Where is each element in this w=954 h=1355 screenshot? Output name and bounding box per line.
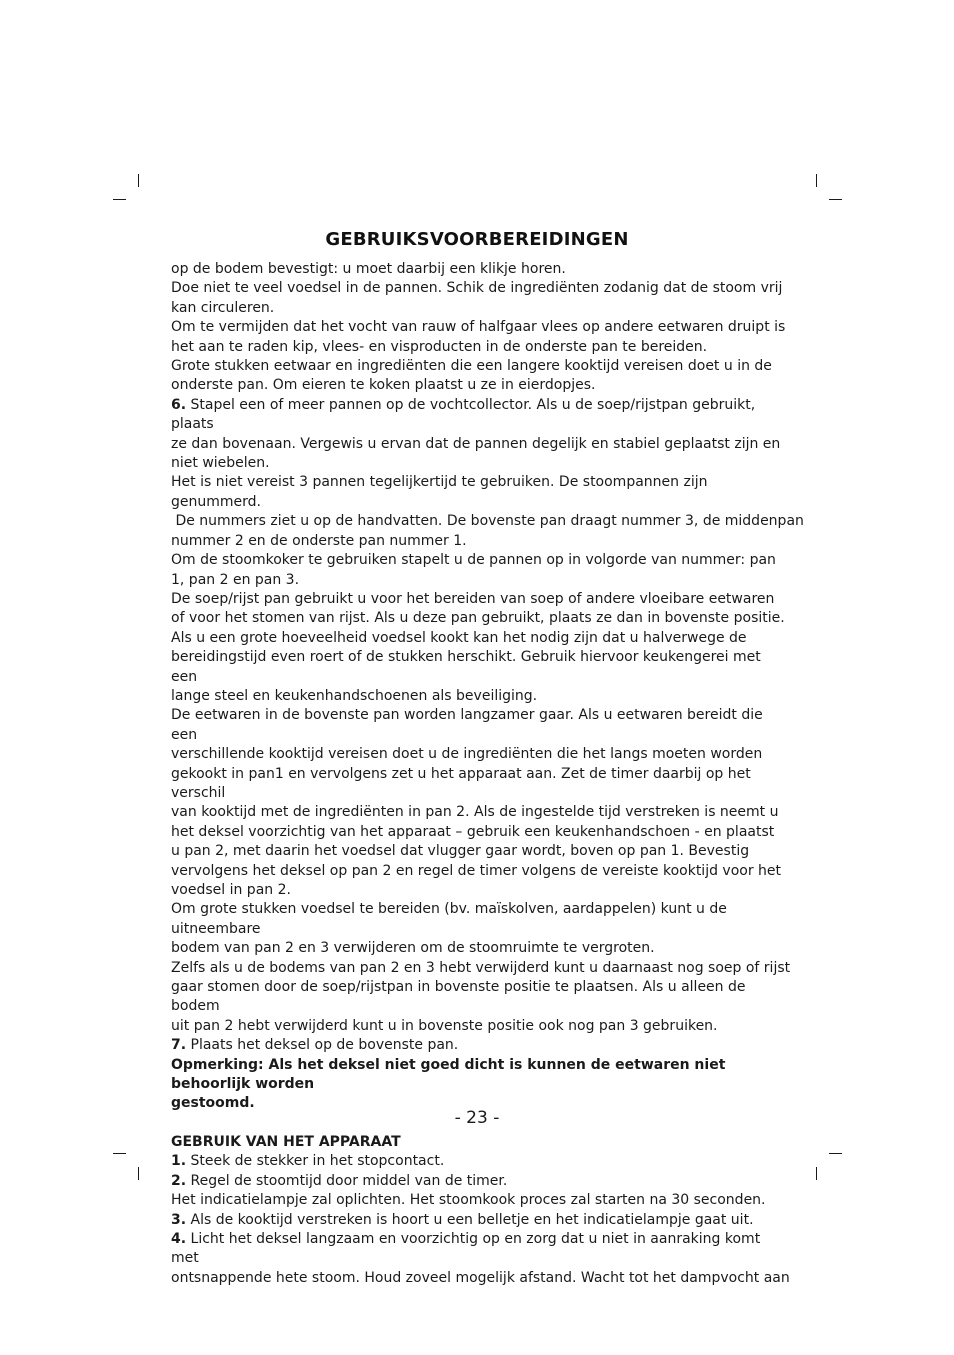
text-line: het aan te raden kip, vlees- en visproducten in de onderste pan te bereiden. <box>171 338 708 355</box>
text-line: gekookt in pan1 en vervolgens zet u het apparaat aan. Zet de timer daarbij op het verschil <box>171 765 751 801</box>
text-line: bodem van pan 2 en 3 verwijderen om de stoomruimte te vergroten. <box>171 940 655 957</box>
crop-mark-bottom-right-horizontal <box>829 1153 842 1154</box>
text-line: De nummers ziet u op de handvatten. De bovenste pan draagt nummer 3, de middenpan <box>171 513 804 530</box>
text-line: onderste pan. Om eieren te koken plaatst u ze in eierdopjes. <box>171 377 596 394</box>
crop-mark-top-left-vertical <box>138 174 139 187</box>
text-line: Om grote stukken voedsel te bereiden (bv. maïskolven, aardappelen) kunt u de uitneembare <box>171 901 727 937</box>
step-number: 7. <box>171 1037 187 1054</box>
section-heading: GEBRUIK VAN HET APPARAAT <box>171 1133 401 1150</box>
step-text: Stapel een of meer pannen op de vochtcollector. Als u de soep/rijstpan gebruikt, plaats <box>171 396 756 433</box>
crop-mark-top-right-vertical <box>816 174 817 187</box>
step-2 <box>171 1172 791 1191</box>
step-text: Steek de stekker in het stopcontact. <box>186 1153 445 1170</box>
step-text: Plaats het deksel op de bovenste pan. <box>186 1037 459 1054</box>
text-line: uit pan 2 hebt verwijderd kunt u in bovenste positie ook nog pan 3 gebruiken. <box>171 1017 718 1034</box>
step-3 <box>171 1211 791 1230</box>
text-line: vervolgens het deksel op pan 2 en regel de timer volgens de vereiste kooktijd voor het <box>171 862 782 879</box>
step-number: 3. <box>171 1211 187 1228</box>
text-line: Grote stukken eetwaar en ingrediënten die een langere kooktijd vereisen doet u in de <box>171 358 772 375</box>
body-text <box>171 260 804 1288</box>
text-line: Om de stoomkoker te gebruiken stapelt u de pannen op in volgorde van nummer: pan <box>171 552 776 569</box>
step-number: 6. <box>171 396 187 413</box>
remark: Opmerking: Als het deksel niet goed dicht is kunnen de eetwaren niet behoorlijk worden gestoomd. <box>171 1056 726 1112</box>
step-number: 2. <box>171 1172 187 1189</box>
step-text: Licht het deksel langzaam en voorzichtig op en zorg dat u niet in aanraking komt met ontsnappende hete stoom. Houd zoveel mogelijk afstand. Wacht tot het dampvocht aan <box>171 1230 790 1286</box>
page-title: GEBRUIKSVOORBEREIDINGEN <box>325 229 629 250</box>
text-line: van kooktijd met de ingrediënten in pan 2. Als de ingestelde tijd verstreken is neemt u <box>171 804 779 821</box>
step-text: Regel de stoomtijd door middel van de timer. <box>186 1172 508 1189</box>
crop-mark-bottom-left-horizontal <box>113 1153 126 1154</box>
text-line: lange steel en keukenhandschoenen als beveiliging. <box>171 687 538 704</box>
text-line: niet wiebelen. <box>171 455 270 472</box>
text-line: Om te vermijden dat het vocht van rauw of halfgaar vlees op andere eetwaren druipt is <box>171 319 786 336</box>
text-line: ze dan bovenaan. Vergewis u ervan dat de pannen degelijk en stabiel geplaatst zijn en <box>171 435 781 452</box>
step-number: 1. <box>171 1153 187 1170</box>
text-line: kan circuleren. <box>171 299 275 316</box>
text-line: De soep/rijst pan gebruikt u voor het bereiden van soep of andere vloeibare eetwaren <box>171 590 775 607</box>
crop-mark-bottom-left-vertical <box>138 1167 139 1180</box>
text-line: Zelfs als u de bodems van pan 2 en 3 hebt verwijderd kunt u daarnaast nog soep of rijst <box>171 959 791 976</box>
text-line: u pan 2, met daarin het voedsel dat vlugger gaar wordt, boven op pan 1. Bevestig <box>171 843 750 860</box>
step-number: 4. <box>171 1230 187 1247</box>
text-line: op de bodem bevestigt: u moet daarbij een klikje horen. <box>171 261 566 277</box>
text-line: Het is niet vereist 3 pannen tegelijkertijd te gebruiken. De stoompannen zijn genummerd. <box>171 474 708 510</box>
text-line: De eetwaren in de bovenste pan worden langzamer gaar. Als u eetwaren bereidt die een <box>171 707 763 743</box>
text-line: Als u een grote hoeveelheid voedsel kookt kan het nodig zijn dat u halverwege de <box>171 629 747 646</box>
step-7 <box>171 1036 791 1055</box>
step-4 <box>171 1230 791 1288</box>
text-line: 1, pan 2 en pan 3. <box>171 571 300 588</box>
text-line: voedsel in pan 2. <box>171 882 291 898</box>
step-6 <box>171 396 791 435</box>
text-line: Doe niet te veel voedsel in de pannen. Schik de ingrediënten zodanig dat de stoom vrij <box>171 280 783 297</box>
crop-mark-top-left-horizontal <box>113 199 126 200</box>
text-line: het deksel voorzichtig van het apparaat – gebruik een keukenhandschoen - en plaatst <box>171 823 775 840</box>
step-1 <box>171 1152 791 1171</box>
crop-mark-bottom-right-vertical <box>816 1167 817 1180</box>
crop-mark-top-right-horizontal <box>829 199 842 200</box>
text-line: of voor het stomen van rijst. Als u deze pan gebruikt, plaats ze dan in bovenste positie. <box>171 610 785 627</box>
text-line: verschillende kooktijd vereisen doet u de ingrediënten die het langs moeten worden <box>171 746 763 763</box>
text-line: Het indicatielampje zal oplichten. Het stoomkook proces zal starten na 30 seconden. <box>171 1192 766 1209</box>
text-line: nummer 2 en de onderste pan nummer 1. <box>171 532 467 549</box>
step-text: Als de kooktijd verstreken is hoort u een belletje en het indicatielampje gaat uit. <box>186 1211 754 1228</box>
text-line: gaar stomen door de soep/rijstpan in bovenste positie te plaatsen. Als u alleen de bodem <box>171 979 746 1015</box>
text-line: bereidingstijd even roert of de stukken herschikt. Gebruik hiervoor keukengerei met een <box>171 649 761 685</box>
page-number: - 23 - <box>454 1108 500 1128</box>
